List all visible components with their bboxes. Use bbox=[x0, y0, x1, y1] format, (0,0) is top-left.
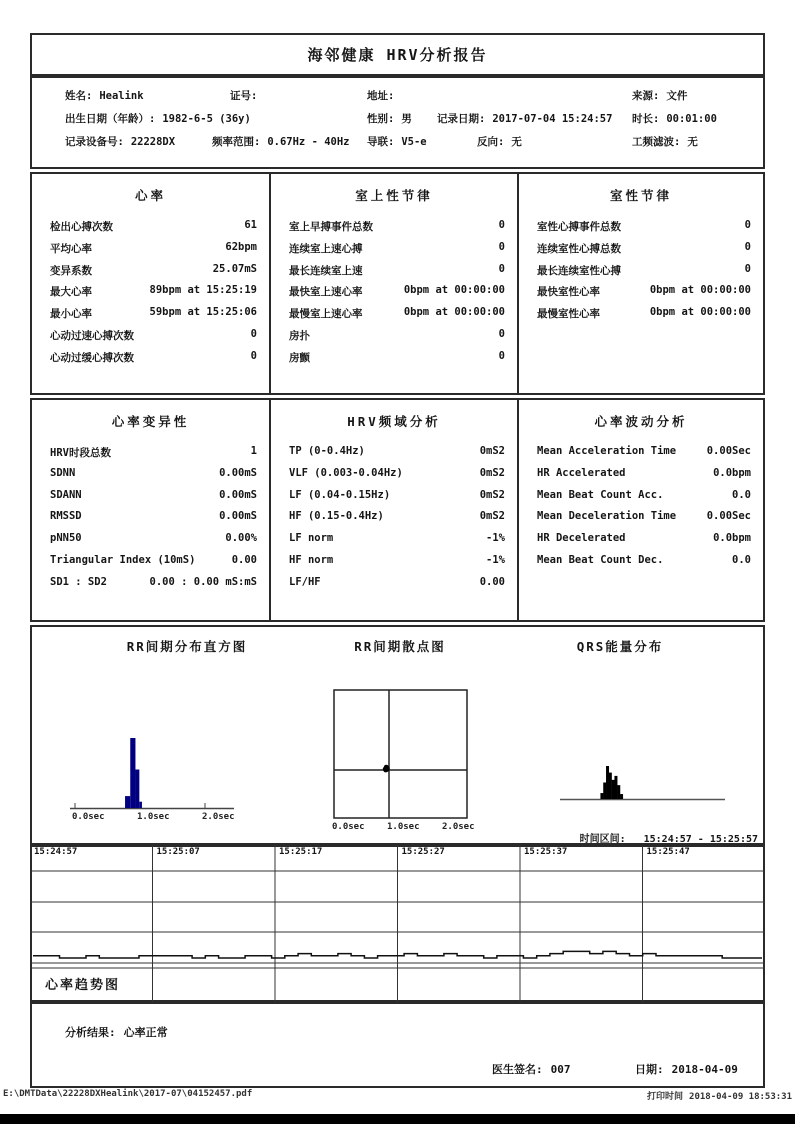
stat-value: 0mS2 bbox=[479, 488, 505, 501]
trend-timestamp: 15:25:37 bbox=[524, 847, 568, 857]
time-interval: 时间区间: 15:24:57 - 15:25:57 bbox=[580, 830, 758, 847]
panel-title: HRV频域分析 bbox=[347, 414, 441, 429]
stat-row bbox=[50, 219, 257, 241]
stat-label: 连续室性心搏总数 bbox=[537, 242, 621, 255]
panel-title: 心率 bbox=[134, 188, 166, 203]
stat-row bbox=[289, 576, 505, 598]
stat-value: 0bpm at 00:00:00 bbox=[649, 306, 751, 319]
stat-value: 0.0 bbox=[732, 488, 751, 501]
stat-label: pNN50 bbox=[50, 532, 82, 545]
record-source: 来源: 文件 bbox=[632, 90, 688, 102]
hist-bar bbox=[130, 738, 135, 808]
record-freq-range: 频率范围: 0.67Hz - 40Hz bbox=[212, 136, 350, 148]
record-duration: 时长: 00:01:00 bbox=[632, 113, 717, 125]
stat-label: 平均心率 bbox=[50, 242, 92, 255]
stat-row bbox=[289, 328, 505, 350]
panel-hr-fluctuation bbox=[517, 398, 765, 622]
stat-value: 0.00mS bbox=[219, 466, 257, 479]
stat-row bbox=[537, 554, 751, 576]
stat-value: 0 bbox=[498, 349, 505, 362]
stat-label: 最长连续室性心搏 bbox=[537, 264, 621, 277]
stat-label: SD1 : SD2 bbox=[50, 575, 107, 588]
stat-value: 59bpm at 15:25:06 bbox=[149, 306, 257, 319]
stat-row bbox=[50, 467, 257, 489]
stat-row bbox=[50, 554, 257, 576]
stat-label: 检出心搏次数 bbox=[50, 221, 113, 233]
stat-value: 0.00 : 0.00 mS:mS bbox=[149, 575, 257, 588]
stat-value: 0 bbox=[498, 262, 505, 275]
stat-label: SDNN bbox=[50, 466, 76, 479]
stat-value: 1 bbox=[250, 445, 257, 457]
qrs-bar bbox=[614, 776, 617, 799]
stat-row bbox=[537, 532, 751, 554]
record-invert: 反向: 无 bbox=[477, 136, 522, 148]
stat-row bbox=[537, 263, 751, 285]
stat-label: 最长连续室上速 bbox=[289, 264, 363, 277]
patient-name: 姓名: Healink bbox=[65, 90, 144, 102]
panel-rows bbox=[519, 445, 763, 576]
stat-label: LF/HF bbox=[289, 575, 321, 588]
patient-birth: 出生日期（年龄）: 1982-6-5 (36y) bbox=[65, 113, 251, 125]
stat-label: 最快室上速心率 bbox=[289, 286, 363, 299]
stat-row bbox=[50, 350, 257, 372]
stat-row bbox=[289, 532, 505, 554]
stat-row bbox=[50, 532, 257, 554]
record-device: 记录设备号: 22228DX bbox=[65, 136, 176, 148]
qrs-bar bbox=[600, 793, 603, 799]
print-time: 打印时间 2018-04-09 18:53:31 bbox=[647, 1092, 792, 1102]
panel-rows bbox=[519, 219, 763, 328]
charts-canvas bbox=[32, 627, 763, 843]
qrs-bar bbox=[617, 785, 620, 799]
hist-tick-label: 1.0sec bbox=[137, 812, 170, 822]
scatter-tick-label: 0.0sec bbox=[332, 822, 365, 832]
stat-row bbox=[289, 489, 505, 511]
stat-value: 0 bbox=[250, 327, 257, 340]
record-ac-filter: 工频滤波: 无 bbox=[632, 136, 698, 148]
stat-row bbox=[50, 489, 257, 511]
stat-row bbox=[50, 306, 257, 328]
qrs-bar bbox=[612, 780, 615, 799]
stat-label: 心动过缓心搏次数 bbox=[50, 351, 134, 364]
stat-value: 0 bbox=[498, 240, 505, 253]
stat-value: 0.00 bbox=[231, 553, 257, 566]
stat-label: LF (0.04-0.15Hz) bbox=[289, 488, 391, 501]
stat-value: -1% bbox=[486, 532, 505, 545]
stat-row bbox=[289, 350, 505, 372]
stat-label: 连续室上速心搏 bbox=[289, 242, 363, 255]
stat-value: 0mS2 bbox=[479, 510, 505, 523]
stat-row bbox=[289, 284, 505, 306]
panel-rows bbox=[32, 219, 269, 372]
stat-label: RMSSD bbox=[50, 510, 82, 523]
stat-label: LF norm bbox=[289, 532, 334, 545]
stat-row bbox=[537, 489, 751, 511]
stat-row bbox=[50, 510, 257, 532]
panel-title: 室性节律 bbox=[609, 188, 672, 203]
stat-value: 0 bbox=[744, 262, 751, 275]
stat-value: 61 bbox=[244, 219, 257, 231]
stat-row bbox=[50, 576, 257, 598]
hist-tick-label: 2.0sec bbox=[202, 812, 235, 822]
scatter-tick-label: 2.0sec bbox=[442, 822, 475, 832]
panel-title: 心率变异性 bbox=[111, 414, 190, 429]
doctor-signature: 医生签名: 007 bbox=[492, 1063, 571, 1076]
stat-label: 房扑 bbox=[289, 329, 310, 342]
panel-supraventricular bbox=[269, 172, 519, 395]
stat-value: 0bpm at 00:00:00 bbox=[649, 284, 751, 297]
charts-box bbox=[30, 625, 765, 845]
stat-value: 89bpm at 15:25:19 bbox=[149, 284, 257, 297]
stat-row bbox=[537, 445, 751, 467]
stat-value: 0.00mS bbox=[219, 488, 257, 501]
qrs-bar bbox=[606, 766, 609, 799]
qrs-bar bbox=[603, 783, 606, 800]
stat-value: 0mS2 bbox=[479, 445, 505, 457]
rr-histogram-title: RR间期分布直方图 bbox=[126, 639, 248, 654]
stat-value: 0.00% bbox=[225, 532, 257, 545]
stat-row bbox=[50, 445, 257, 467]
scan-edge-bar bbox=[0, 1114, 795, 1124]
trend-timestamp: 15:25:17 bbox=[279, 847, 323, 857]
hist-bar bbox=[125, 796, 130, 808]
qrs-energy-title: QRS能量分布 bbox=[576, 639, 664, 654]
stat-value: 0mS2 bbox=[479, 466, 505, 479]
report-title: 海邻健康 HRV分析报告 bbox=[307, 46, 488, 64]
stat-row bbox=[289, 510, 505, 532]
stat-value: 25.07mS bbox=[212, 262, 257, 275]
stat-value: 0 bbox=[250, 349, 257, 362]
panel-rows bbox=[271, 445, 517, 598]
stat-label: Mean Acceleration Time bbox=[537, 445, 677, 457]
stat-value: 0.0bpm bbox=[713, 532, 751, 545]
stat-label: 最慢室性心率 bbox=[537, 308, 600, 321]
stat-label: HR Accelerated bbox=[537, 466, 626, 479]
scatter-point bbox=[384, 765, 389, 770]
stat-value: 0 bbox=[744, 219, 751, 231]
stat-label: HR Decelerated bbox=[537, 532, 626, 545]
stat-value: 0 bbox=[498, 219, 505, 231]
stat-row bbox=[289, 241, 505, 263]
stat-row bbox=[289, 306, 505, 328]
stat-label: Mean Beat Count Acc. bbox=[537, 488, 664, 501]
panel-hrv-frequency bbox=[269, 398, 519, 622]
panel-title: 心率波动分析 bbox=[594, 414, 688, 429]
stat-value: 0 bbox=[744, 240, 751, 253]
panel-ventricular bbox=[517, 172, 765, 395]
panel-rows bbox=[271, 219, 517, 372]
stat-row bbox=[289, 219, 505, 241]
stat-label: 最大心率 bbox=[50, 286, 92, 299]
stat-label: 房颤 bbox=[289, 351, 310, 364]
stat-value: 0 bbox=[498, 327, 505, 340]
stat-row bbox=[289, 467, 505, 489]
stat-value: 0bpm at 00:00:00 bbox=[403, 284, 505, 297]
trend-timestamp: 15:25:07 bbox=[156, 847, 200, 857]
stat-value: -1% bbox=[486, 553, 505, 566]
trend-timestamp: 15:25:27 bbox=[401, 847, 445, 857]
patient-gender: 性别: 男 bbox=[367, 113, 412, 125]
stat-row bbox=[50, 328, 257, 350]
stat-value: 0.00 bbox=[479, 575, 505, 588]
stat-row bbox=[537, 510, 751, 532]
patient-cert: 证号: bbox=[230, 90, 258, 102]
hist-bar bbox=[135, 770, 139, 809]
stat-value: 0.00mS bbox=[219, 510, 257, 523]
stat-label: 变异系数 bbox=[50, 264, 92, 277]
stat-label: HF norm bbox=[289, 553, 334, 566]
hr-trend-grid bbox=[30, 845, 765, 1002]
stat-row bbox=[50, 284, 257, 306]
qrs-bar bbox=[609, 773, 612, 799]
stat-row bbox=[537, 467, 751, 489]
stat-label: 最小心率 bbox=[50, 308, 92, 321]
stat-row bbox=[289, 445, 505, 467]
patient-info-box bbox=[30, 76, 765, 169]
stat-label: Mean Deceleration Time bbox=[537, 510, 677, 523]
stat-label: 室上早搏事件总数 bbox=[289, 221, 373, 233]
stat-value: 0.00Sec bbox=[706, 510, 751, 523]
signature-date: 日期: 2018-04-09 bbox=[635, 1063, 738, 1076]
panel-hrv bbox=[30, 398, 271, 622]
stat-label: HRV时段总数 bbox=[50, 447, 111, 459]
rr-scatter-title: RR间期散点图 bbox=[354, 639, 446, 654]
stat-label: 最快室性心率 bbox=[537, 286, 600, 299]
trend-timestamp: 15:25:47 bbox=[646, 847, 690, 857]
stat-row bbox=[537, 284, 751, 306]
hr-trend-canvas bbox=[30, 845, 765, 1002]
file-path: E:\DMTData\22228DXHealink\2017-07\04152457.pdf bbox=[3, 1089, 253, 1099]
stat-value: 0.0 bbox=[732, 553, 751, 566]
analysis-result: 分析结果: 心率正常 bbox=[65, 1026, 168, 1039]
stat-label: HF (0.15-0.4Hz) bbox=[289, 510, 384, 523]
stat-row bbox=[289, 554, 505, 576]
hist-bar bbox=[139, 802, 142, 808]
stat-row bbox=[537, 219, 751, 241]
stat-label: 心动过速心搏次数 bbox=[50, 329, 134, 342]
stat-row bbox=[537, 306, 751, 328]
hr-trend-title: 心率趋势图 bbox=[45, 978, 121, 993]
stat-value: 62bpm bbox=[225, 240, 257, 253]
trend-timestamp: 15:24:57 bbox=[34, 847, 78, 857]
scatter-tick-label: 1.0sec bbox=[387, 822, 420, 832]
stat-label: Mean Beat Count Dec. bbox=[537, 553, 664, 566]
stat-value: 0.0bpm bbox=[713, 466, 751, 479]
stat-label: Triangular Index (10mS) bbox=[50, 553, 196, 566]
analysis-box bbox=[30, 1002, 765, 1088]
stat-row bbox=[289, 263, 505, 285]
stat-label: 最慢室上速心率 bbox=[289, 308, 363, 321]
panel-rows bbox=[32, 445, 269, 598]
panel-title: 室上性节律 bbox=[355, 188, 433, 203]
hist-tick-label: 0.0sec bbox=[72, 812, 105, 822]
stat-label: TP (0-0.4Hz) bbox=[289, 445, 365, 457]
report-title-box bbox=[30, 33, 765, 76]
stat-row bbox=[50, 263, 257, 285]
stat-label: SDANN bbox=[50, 488, 82, 501]
panel-heart-rate bbox=[30, 172, 271, 395]
stat-label: 室性心搏事件总数 bbox=[537, 221, 621, 233]
stat-value: 0.00Sec bbox=[706, 445, 751, 457]
stat-label: VLF (0.003-0.04Hz) bbox=[289, 466, 403, 479]
patient-address: 地址: bbox=[367, 90, 395, 102]
qrs-bar bbox=[620, 794, 623, 799]
record-date: 记录日期: 2017-07-04 15:24:57 bbox=[437, 113, 613, 125]
stat-row bbox=[50, 241, 257, 263]
stat-row bbox=[537, 241, 751, 263]
stat-value: 0bpm at 00:00:00 bbox=[403, 306, 505, 319]
record-lead: 导联: V5-e bbox=[367, 136, 427, 148]
